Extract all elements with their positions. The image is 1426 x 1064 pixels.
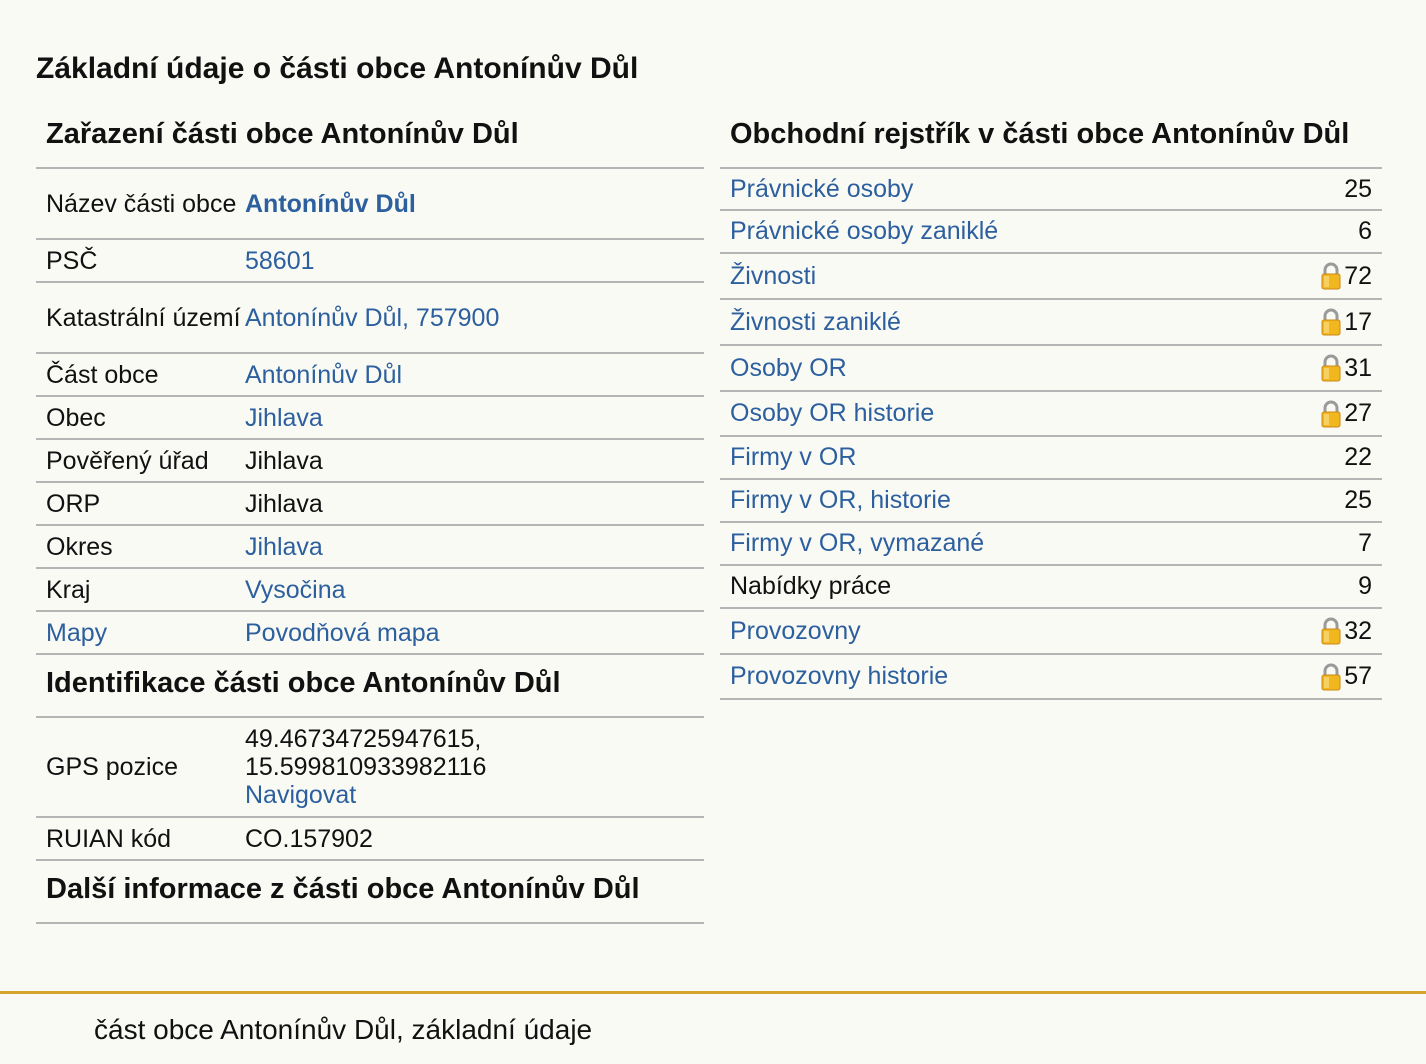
flood-map-link[interactable]: Povodňová mapa xyxy=(245,618,440,647)
list-item-label[interactable]: Firmy v OR, historie xyxy=(730,486,951,514)
page-title: Základní údaje o části obce Antonínův Důl xyxy=(36,52,639,85)
row-value: Jihlava xyxy=(245,489,323,518)
list-item-label: Nabídky práce xyxy=(730,572,892,600)
list-item-label[interactable]: Osoby OR historie xyxy=(730,399,935,427)
count-value: 17 xyxy=(1344,307,1372,336)
row-label: Katastrální území xyxy=(46,303,241,332)
maps-link[interactable]: Mapy xyxy=(46,618,108,647)
list-item[interactable] xyxy=(720,655,1382,700)
count-value: 7 xyxy=(1358,529,1372,557)
municipality-link[interactable]: Jihlava xyxy=(245,403,323,432)
row-value: Jihlava xyxy=(245,446,323,475)
row-label: GPS pozice xyxy=(46,753,179,781)
lock-icon xyxy=(1320,663,1342,691)
list-item xyxy=(720,566,1382,609)
psc-link[interactable]: 58601 xyxy=(245,246,315,275)
table-row xyxy=(36,612,704,655)
list-item[interactable] xyxy=(720,480,1382,523)
row-label: RUIAN kód xyxy=(46,824,172,853)
count-value: 31 xyxy=(1344,353,1372,382)
list-item-count xyxy=(1320,399,1372,428)
zarazeni-heading: Zařazení části obce Antonínův Důl xyxy=(36,110,704,169)
lock-icon xyxy=(1320,617,1342,645)
part-name-link[interactable]: Antonínův Důl xyxy=(245,189,416,218)
list-item-count xyxy=(1358,529,1372,558)
cadastral-link[interactable]: Antonínův Důl, 757900 xyxy=(245,303,500,332)
list-item-count xyxy=(1358,217,1372,246)
list-item-label[interactable]: Provozovny xyxy=(730,616,861,645)
list-item-count xyxy=(1344,486,1372,515)
table-row xyxy=(36,440,704,483)
list-item-label[interactable]: Firmy v OR xyxy=(730,443,857,471)
count-value: 9 xyxy=(1358,572,1372,600)
list-item-label[interactable]: Firmy v OR, vymazané xyxy=(730,529,985,557)
district-link[interactable]: Jihlava xyxy=(245,532,323,561)
lock-icon xyxy=(1320,400,1342,428)
list-item[interactable] xyxy=(720,346,1382,392)
list-item[interactable] xyxy=(720,254,1382,300)
list-item-label[interactable]: Živnosti xyxy=(730,261,817,290)
row-label: PSČ xyxy=(46,246,98,275)
region-link[interactable]: Vysočina xyxy=(245,575,346,604)
left-column xyxy=(36,110,704,924)
count-value: 22 xyxy=(1344,443,1372,471)
list-item-count xyxy=(1320,662,1372,691)
navigate-link[interactable]: Navigovat xyxy=(245,781,357,809)
table-row xyxy=(36,397,704,440)
lock-icon xyxy=(1320,308,1342,336)
footer-divider xyxy=(0,991,1426,994)
list-item-count xyxy=(1344,175,1372,204)
gps-value: 49.46734725947615, 15.599810933982116 xyxy=(245,725,487,781)
table-row xyxy=(36,283,704,354)
count-value: 32 xyxy=(1344,616,1372,645)
count-value: 6 xyxy=(1358,217,1372,245)
lock-icon xyxy=(1320,354,1342,382)
list-item[interactable] xyxy=(720,211,1382,254)
obchodni-list xyxy=(720,169,1382,700)
list-item-count xyxy=(1320,617,1372,646)
row-label: ORP xyxy=(46,489,101,518)
table-row xyxy=(36,169,704,240)
table-row xyxy=(36,354,704,397)
row-label: Kraj xyxy=(46,575,91,604)
list-item-label[interactable]: Právnické osoby xyxy=(730,174,914,203)
row-label: Obec xyxy=(46,403,106,432)
list-item-count xyxy=(1320,262,1372,291)
count-value: 57 xyxy=(1344,662,1372,690)
list-item-label[interactable]: Provozovny historie xyxy=(730,662,949,690)
list-item[interactable] xyxy=(720,437,1382,480)
list-item-count xyxy=(1344,443,1372,472)
list-item[interactable] xyxy=(720,609,1382,655)
count-value: 27 xyxy=(1344,399,1372,427)
list-item[interactable] xyxy=(720,392,1382,437)
table-row xyxy=(36,569,704,612)
table-row xyxy=(36,718,704,818)
part-link[interactable]: Antonínův Důl xyxy=(245,360,403,389)
footer-text: část obce Antonínův Důl, základní údaje xyxy=(94,1014,593,1045)
list-item-label[interactable]: Právnické osoby zaniklé xyxy=(730,217,999,245)
list-item-label[interactable]: Živnosti zaniklé xyxy=(730,307,901,336)
table-row xyxy=(36,526,704,569)
row-label: Název části obce xyxy=(46,189,237,218)
list-item-count xyxy=(1320,308,1372,337)
row-label: Část obce xyxy=(46,360,159,389)
list-item[interactable] xyxy=(720,169,1382,211)
right-column xyxy=(720,110,1382,700)
identifikace-heading: Identifikace části obce Antonínův Důl xyxy=(36,655,704,718)
list-item-count xyxy=(1320,354,1372,383)
ruian-value: CO.157902 xyxy=(245,824,373,853)
row-label: Pověřený úřad xyxy=(46,446,209,475)
row-label: Okres xyxy=(46,532,113,561)
list-item-count xyxy=(1358,572,1372,601)
table-row xyxy=(36,240,704,283)
table-row xyxy=(36,818,704,861)
obchodni-heading: Obchodní rejstřík v části obce Antonínův Důl xyxy=(720,110,1382,169)
list-item[interactable] xyxy=(720,523,1382,566)
lock-icon xyxy=(1320,262,1342,290)
dalsi-heading: Další informace z části obce Antonínův Důl xyxy=(36,861,704,924)
count-value: 72 xyxy=(1344,261,1372,290)
count-value: 25 xyxy=(1344,174,1372,203)
count-value: 25 xyxy=(1344,486,1372,514)
table-row xyxy=(36,483,704,526)
list-item[interactable] xyxy=(720,300,1382,346)
list-item-label[interactable]: Osoby OR xyxy=(730,353,847,382)
